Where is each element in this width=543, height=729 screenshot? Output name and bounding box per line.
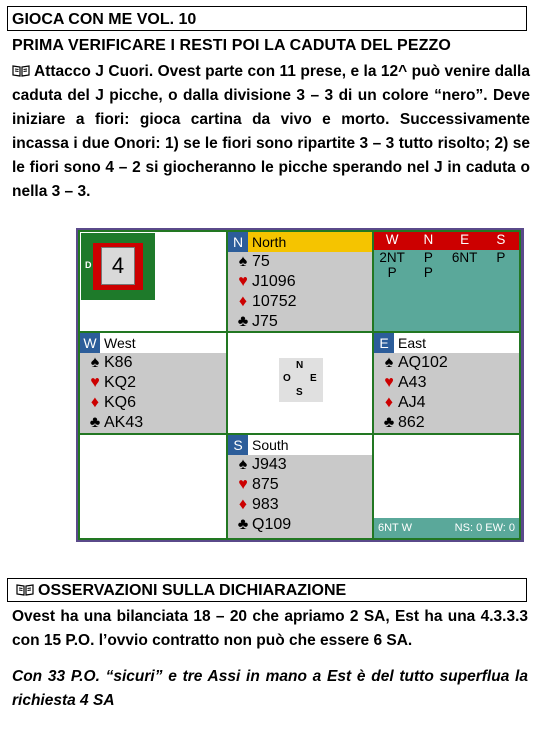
- section-title: OSSERVAZIONI SULLA DICHIARAZIONE: [7, 578, 527, 602]
- west-spades: ♠ K86: [80, 353, 226, 373]
- south-hearts: ♥ 875: [228, 475, 372, 495]
- hand-west: [78, 331, 228, 435]
- north-spades: ♠ 75: [228, 252, 372, 272]
- spade-icon: ♠: [238, 253, 248, 270]
- book-icon: [16, 584, 34, 596]
- south-spades: ♠ J943: [228, 455, 372, 475]
- north-hearts: ♥ J1096: [228, 272, 372, 292]
- spade-icon: ♠: [90, 354, 100, 371]
- subtitle: PRIMA VERIFICARE I RESTI POI LA CADUTA DEL PEZZO: [12, 37, 451, 54]
- seat-south: S: [228, 435, 248, 455]
- diamond-icon: ♦: [238, 496, 248, 513]
- heart-icon: ♥: [384, 374, 394, 391]
- contract: 6NT W: [378, 522, 413, 534]
- seat-north: N: [228, 232, 248, 252]
- intro-paragraph: Attacco J Cuori. Ovest parte con 11 prese, e la 12^ può venire dalla caduta del J picche, o dalla divisione 3 – 3 di un colore “nero”. Deve iniziare a fiori: gioca cartina da vivo e morto. Successivamente incassa i due Onori: 1) se le fiori sono ripartite 3 – 3 tutto risolto; 2) se le fiori sono 4 – 2 si giocheranno le picche sperando nel J in caduta o nella 3 – 3.: [12, 63, 530, 200]
- club-icon: ♣: [237, 516, 249, 533]
- seat-west: W: [80, 333, 100, 353]
- east-clubs: ♣ 862: [374, 413, 519, 433]
- hand-west-name: West: [104, 335, 136, 351]
- bidding-row: P P: [387, 265, 433, 280]
- heart-icon: ♥: [238, 273, 248, 290]
- bidding-box: [372, 230, 521, 333]
- diamond-icon: ♦: [90, 394, 100, 411]
- bidding-header: W N E S: [374, 232, 519, 250]
- result-bar: [374, 518, 519, 538]
- west-diamonds: ♦ KQ6: [80, 393, 226, 413]
- score: NS: 0 EW: 0: [454, 522, 515, 534]
- spade-icon: ♠: [238, 456, 248, 473]
- hand-south-name: South: [252, 437, 289, 453]
- observation-italic-paragraph: Con 33 P.O. “sicuri” e tre Assi in mano a Est è del tutto superflua la richiesta 4 SA: [12, 668, 528, 709]
- page-title: GIOCA CON ME VOL. 10: [7, 6, 527, 31]
- club-icon: ♣: [383, 414, 395, 431]
- hand-south: [226, 433, 374, 540]
- east-hearts: ♥ A43: [374, 373, 519, 393]
- east-spades: ♠ AQ102: [374, 353, 519, 373]
- east-diamonds: ♦ AJ4: [374, 393, 519, 413]
- diamond-icon: ♦: [384, 394, 394, 411]
- spade-icon: ♠: [384, 354, 394, 371]
- diamond-icon: ♦: [238, 293, 248, 310]
- seat-east: E: [374, 333, 394, 353]
- west-hearts: ♥ KQ2: [80, 373, 226, 393]
- west-clubs: ♣ AK43: [80, 413, 226, 433]
- club-icon: ♣: [237, 313, 249, 330]
- compass-rose: N O E S: [279, 358, 323, 402]
- empty-cell: [78, 433, 228, 540]
- dealer-label: D: [85, 260, 92, 270]
- south-clubs: ♣ Q109: [228, 515, 372, 535]
- north-clubs: ♣ J75: [228, 312, 372, 332]
- hand-east: [372, 331, 521, 435]
- south-diamonds: ♦ 983: [228, 495, 372, 515]
- result-cell: [372, 433, 521, 540]
- north-diamonds: ♦ 10752: [228, 292, 372, 312]
- board-number-badge: [81, 233, 155, 300]
- hand-east-name: East: [398, 335, 427, 351]
- hand-north: [226, 230, 374, 333]
- book-icon: [12, 65, 30, 77]
- club-icon: ♣: [89, 414, 101, 431]
- heart-icon: ♥: [238, 476, 248, 493]
- board-number-box: 4: [101, 247, 135, 285]
- bidding-row: 2NT P 6NT P: [379, 250, 506, 265]
- hand-north-name: North: [252, 234, 287, 250]
- board-number-cell: [78, 230, 228, 333]
- bridge-board: [76, 228, 524, 542]
- compass-cell: [226, 331, 374, 435]
- observation-paragraph: Ovest ha una bilanciata 18 – 20 che apriamo 2 SA, Est ha una 4.3.3.3 con 15 P.O. l’ovvio contratto non può che essere 6 SA.: [12, 608, 528, 649]
- heart-icon: ♥: [90, 374, 100, 391]
